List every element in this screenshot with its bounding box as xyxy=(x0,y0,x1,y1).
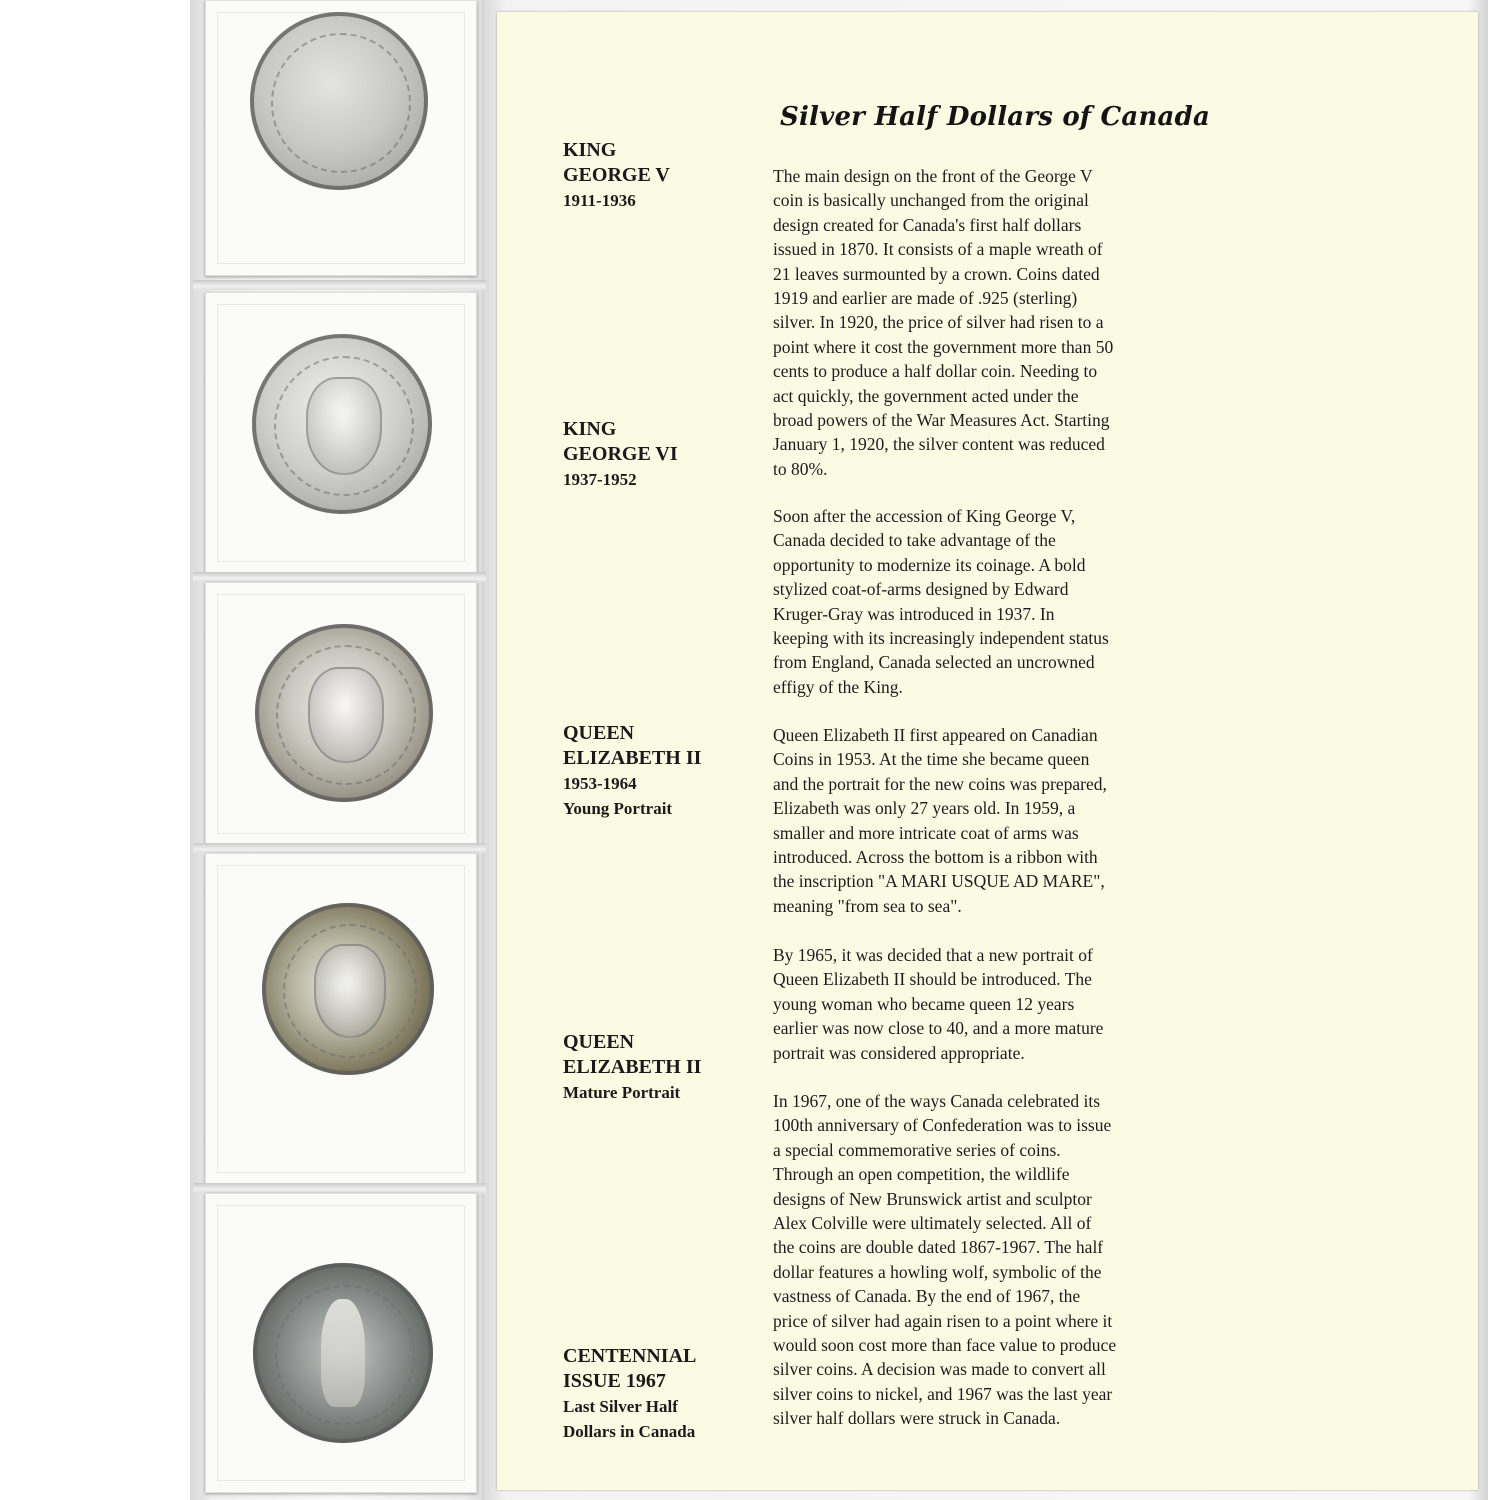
howling-wolf xyxy=(321,1299,364,1407)
label-elizabeth-young xyxy=(563,721,763,821)
coin-flip-george-vi xyxy=(205,292,477,574)
elizabeth-young-coin xyxy=(255,624,433,802)
label-subtitle-line: Last Silver Half xyxy=(563,1397,678,1416)
label-name-line: CENTENNIAL xyxy=(563,1345,697,1367)
label-years: 1937-1952 xyxy=(563,470,637,489)
coat-of-arms xyxy=(314,944,387,1037)
label-name-line: ELIZABETH II xyxy=(563,747,702,769)
coin-flip-elizabeth-young xyxy=(205,582,477,846)
label-george-vi xyxy=(563,417,763,492)
label-name-line: GEORGE VI xyxy=(563,443,678,465)
coin-flip-george-v xyxy=(205,0,477,276)
label-subtitle-line: Dollars in Canada xyxy=(563,1422,696,1441)
coin-flip-centennial xyxy=(205,1193,477,1493)
card-title: Silver Half Dollars of Canada xyxy=(780,102,1211,132)
label-portrait: Young Portrait xyxy=(563,799,673,818)
label-name-line: ISSUE 1967 xyxy=(563,1370,666,1392)
label-name-line: ELIZABETH II xyxy=(563,1056,702,1078)
pocket-divider xyxy=(193,280,489,290)
paragraph-george-v: The main design on the front of the George V coin is basically unchanged from the original design created for Canada's first half dollars issued in 1870. It consists of a maple wreath of 21 leaves surmounted by a crown. Coins dated 1919 and earlier are made of .925 (sterling) silver. In 1920, the price of silver had risen to a point where it cost the government more than 50 cents to produce a half dollar coin. Needing to act quickly, the government acted under the broad powers of the War Measures Act. Starting January 1, 1920, the silver content was reduced to 80%. xyxy=(773,166,1114,479)
label-george-v xyxy=(563,138,763,213)
elizabeth-mature-coin xyxy=(262,903,434,1075)
pocket-divider xyxy=(193,1183,489,1193)
label-name-line: QUEEN xyxy=(563,722,635,744)
paragraph-elizabeth-young: Queen Elizabeth II first appeared on Canadian Coins in 1953. At the time she became queen and the portrait for the new coins was prepared, Elizabeth was only 27 years old. In 1959, a smaller and more intricate coat of arms was introduced. Across the bottom is a ribbon with the inscription "A MARI USQUE AD MARE", meaning "from sea to sea". xyxy=(773,725,1107,916)
coat-of-arms xyxy=(308,667,383,764)
george-v-coin xyxy=(250,12,428,190)
coin-flip-elizabeth-mature xyxy=(205,853,477,1185)
pocket-divider xyxy=(193,572,489,582)
label-years: 1911-1936 xyxy=(563,191,636,210)
pocket-divider xyxy=(193,843,489,853)
george-vi-coin xyxy=(252,334,432,514)
label-years: 1953-1964 xyxy=(563,774,637,793)
label-portrait: Mature Portrait xyxy=(563,1083,681,1102)
label-centennial xyxy=(563,1344,763,1444)
label-name-line: QUEEN xyxy=(563,1031,635,1053)
paragraph-elizabeth-mature: By 1965, it was decided that a new portrait of Queen Elizabeth II should be introduced. The young woman who became queen 12 years earlier was now close to 40, and a more mature portrait was considered appropriate. xyxy=(773,945,1104,1063)
paragraph-george-vi: Soon after the accession of King George V, Canada decided to take advantage of the opportunity to modernize its coinage. A bold stylized coat-of-arms designed by Edward Kruger-Gray was introduced in 1937. In keeping with its increasingly independent status from England, Canada selected an uncrowned effigy of the King. xyxy=(773,506,1109,697)
label-name-line: KING xyxy=(563,139,617,161)
maple-wreath xyxy=(271,33,410,172)
paragraph-centennial: In 1967, one of the ways Canada celebrated its 100th anniversary of Confederation was to issue a special commemorative series of coins. Through an open competition, the wildlife designs of New Brunswick artist and sculptor Alex Colville were ultimately selected. All of the coins are double dated 1867-1967. The half dollar features a howling wolf, symbolic of the vastness of Canada. By the end of 1967, the price of silver had again risen to a point where it would soon cost more than face value to produce silver coins. A decision was made to convert all silver coins to nickel, and 1967 was the last year silver half dollars were struck in Canada. xyxy=(773,1091,1117,1429)
centennial-wolf-coin xyxy=(253,1263,433,1443)
label-elizabeth-mature xyxy=(563,1030,763,1105)
label-name-line: GEORGE V xyxy=(563,164,670,186)
coat-of-arms xyxy=(306,377,382,475)
label-name-line: KING xyxy=(563,418,617,440)
